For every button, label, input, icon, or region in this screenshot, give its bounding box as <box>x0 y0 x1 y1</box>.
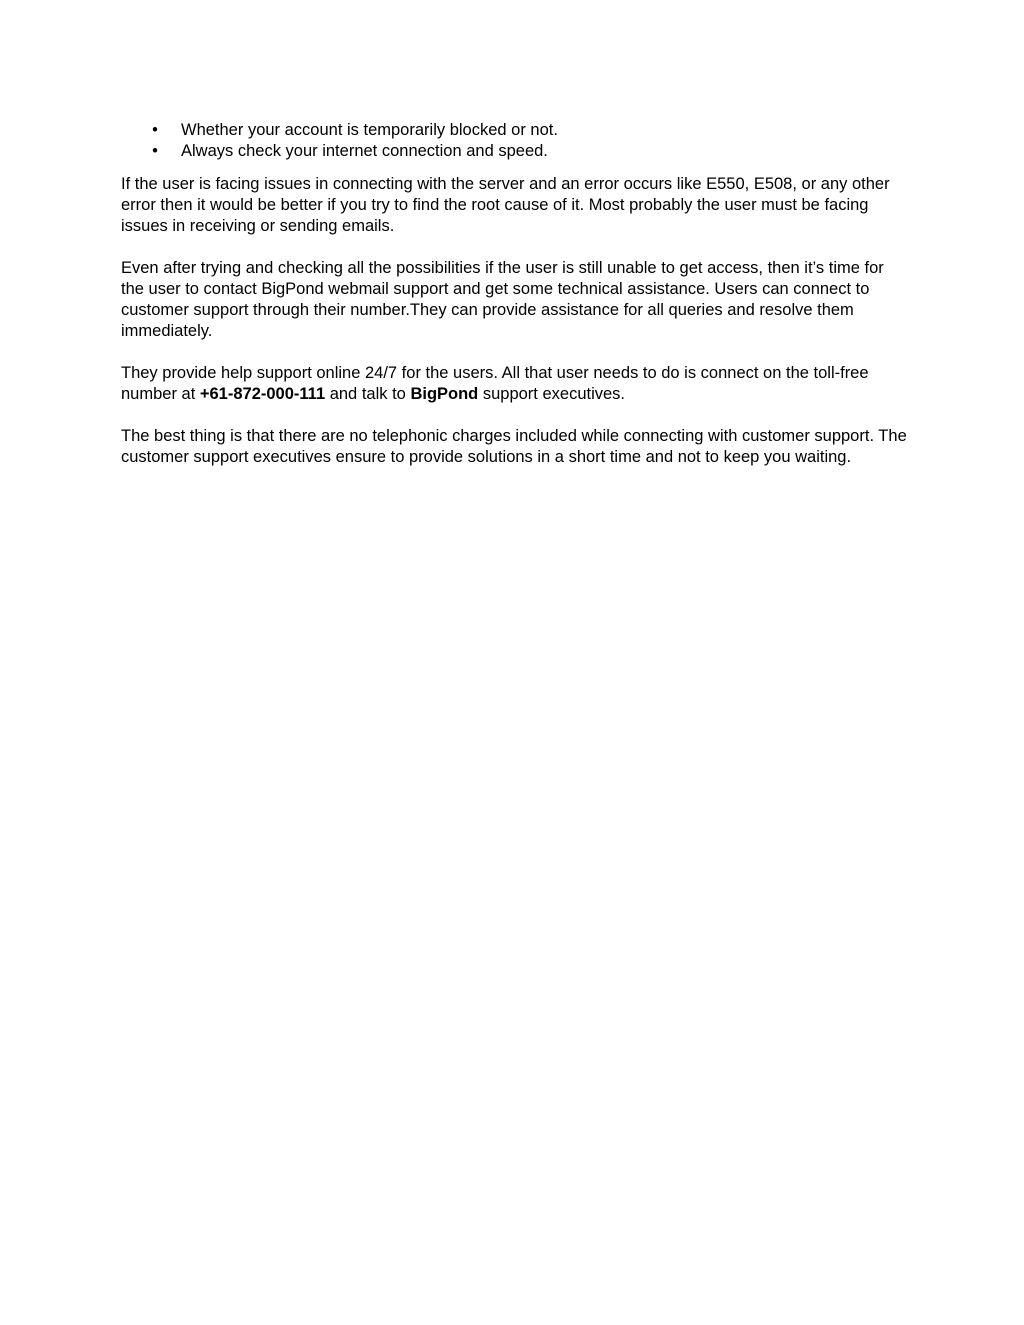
brand-name: BigPond <box>410 385 479 403</box>
paragraph-text: They provide help support online 24/7 for the users. All that user needs to do is connect on the toll-free number at <box>121 364 869 403</box>
paragraph-help-online <box>121 363 911 405</box>
phone-number: +61-872-000-111 <box>199 385 326 403</box>
bullet-list <box>121 120 911 162</box>
list-item <box>121 141 911 162</box>
paragraph-no-charges: The best thing is that there are no telephonic charges included while connecting with customer support. The customer support executives ensure to provide solutions in a short time and not to keep you waiting. <box>121 427 907 466</box>
paragraph-text: and talk to <box>325 385 411 403</box>
paragraph-contact-support: Even after trying and checking all the possibilities if the user is still unable to get access, then it’s time for the user to contact BigPond webmail support and get some technical assistance. Users can connect to customer support through their number.They can provide assistance for all queries and resolve them immediately. <box>121 259 884 340</box>
document-page <box>121 120 911 489</box>
list-item-text: Always check your internet connection and speed. <box>181 142 548 160</box>
bullet-icon: • <box>152 142 158 160</box>
list-item <box>121 120 911 141</box>
paragraph-text: support executives. <box>478 385 626 403</box>
bullet-icon: • <box>152 121 158 139</box>
list-item-text: Whether your account is temporarily blocked or not. <box>181 121 558 139</box>
paragraph-error-root-cause: If the user is facing issues in connecting with the server and an error occurs like E550, E508, or any other error then it would be better if you try to find the root cause of it. Most probably the user must be facing issues in receiving or sending emails. <box>121 175 890 235</box>
